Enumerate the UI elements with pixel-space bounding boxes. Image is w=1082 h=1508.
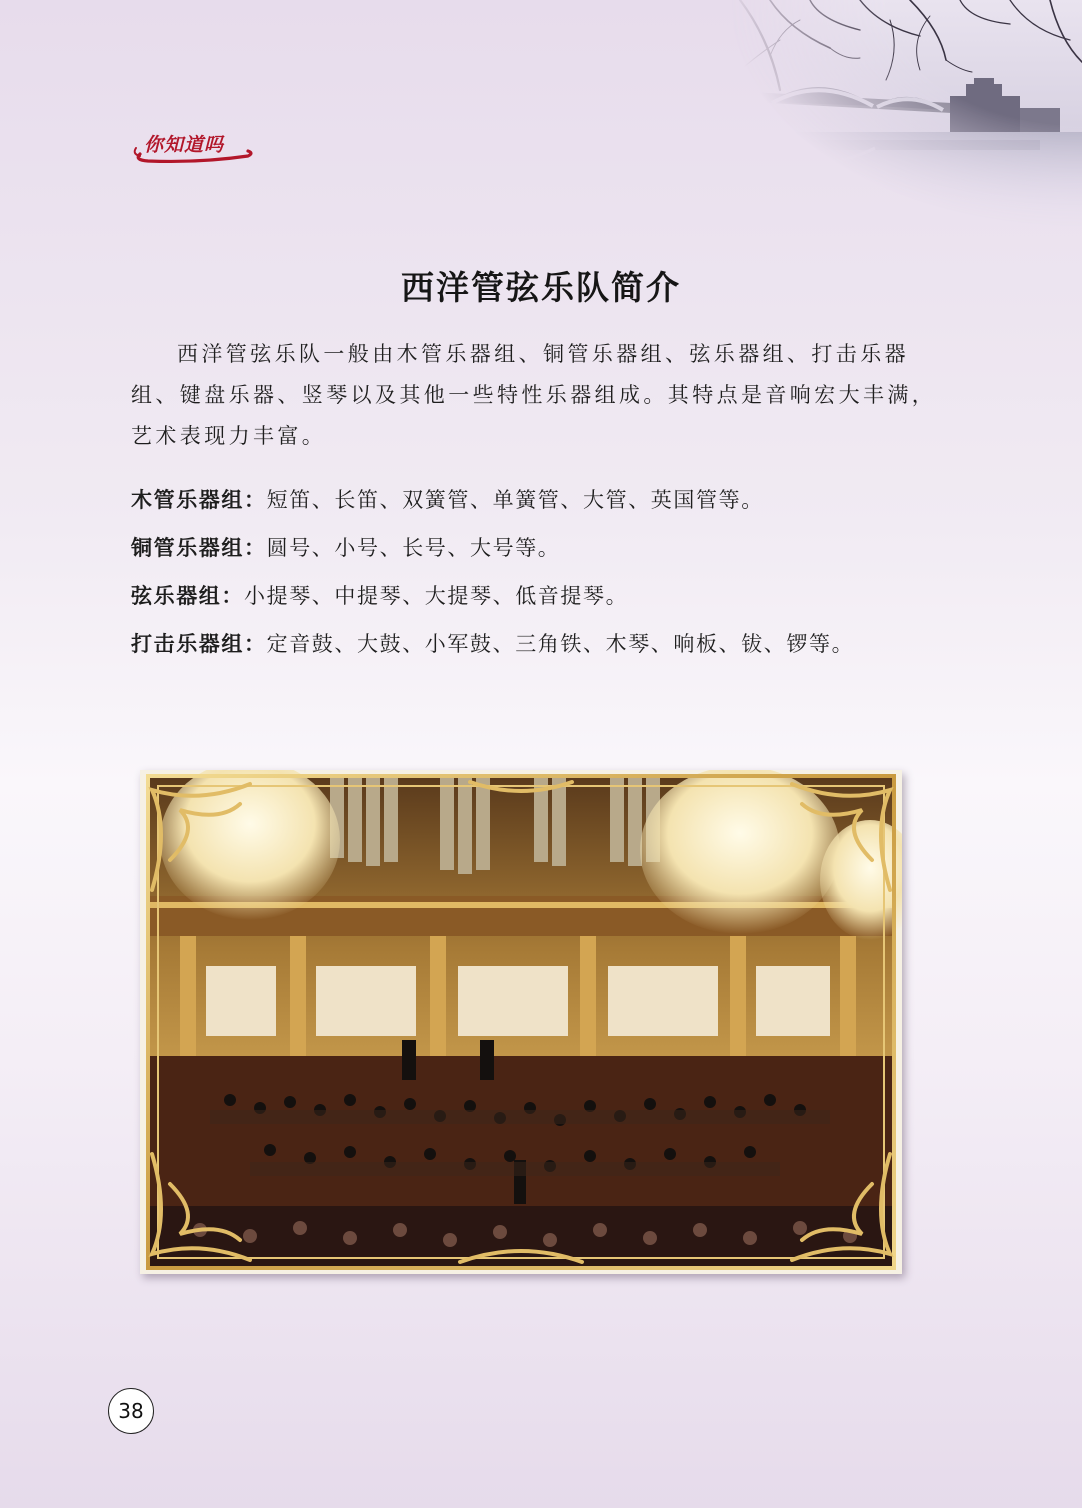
badge-label: 你知道吗 xyxy=(144,134,225,156)
group-label: 打击乐器组： xyxy=(131,632,267,656)
page-number: 38 xyxy=(108,1388,154,1434)
group-label: 铜管乐器组： xyxy=(131,536,267,560)
group-instruments: 圆号、小号、长号、大号等。 xyxy=(266,536,561,560)
group-label: 木管乐器组： xyxy=(131,488,267,512)
instrument-group-brass xyxy=(131,528,981,576)
intro-paragraph: 西洋管弦乐队一般由木管乐器组、铜管乐器组、弦乐器组、打击乐器组、键盘乐器、竖琴以及其他一些特性乐器组成。其特点是音响宏大丰满，艺术表现力丰富。 xyxy=(131,342,937,448)
orchestra-photo xyxy=(140,770,902,1274)
instrument-group-woodwind xyxy=(131,480,981,528)
corner-bridge-photo xyxy=(710,0,1082,228)
group-instruments: 小提琴、中提琴、大提琴、低音提琴。 xyxy=(244,584,629,608)
concert-hall-illustration xyxy=(140,770,902,1274)
group-instruments: 短笛、长笛、双簧管、单簧管、大管、英国管等。 xyxy=(266,488,764,512)
instrument-group-strings xyxy=(131,576,981,624)
instrument-groups-list xyxy=(131,480,981,672)
group-instruments: 定音鼓、大鼓、小军鼓、三角铁、木琴、响板、钹、锣等。 xyxy=(266,632,855,656)
group-label: 弦乐器组： xyxy=(131,584,244,608)
did-you-know-badge xyxy=(130,126,256,166)
instrument-group-percussion xyxy=(131,624,981,672)
page-title: 西洋管弦乐队简介 xyxy=(401,268,681,307)
